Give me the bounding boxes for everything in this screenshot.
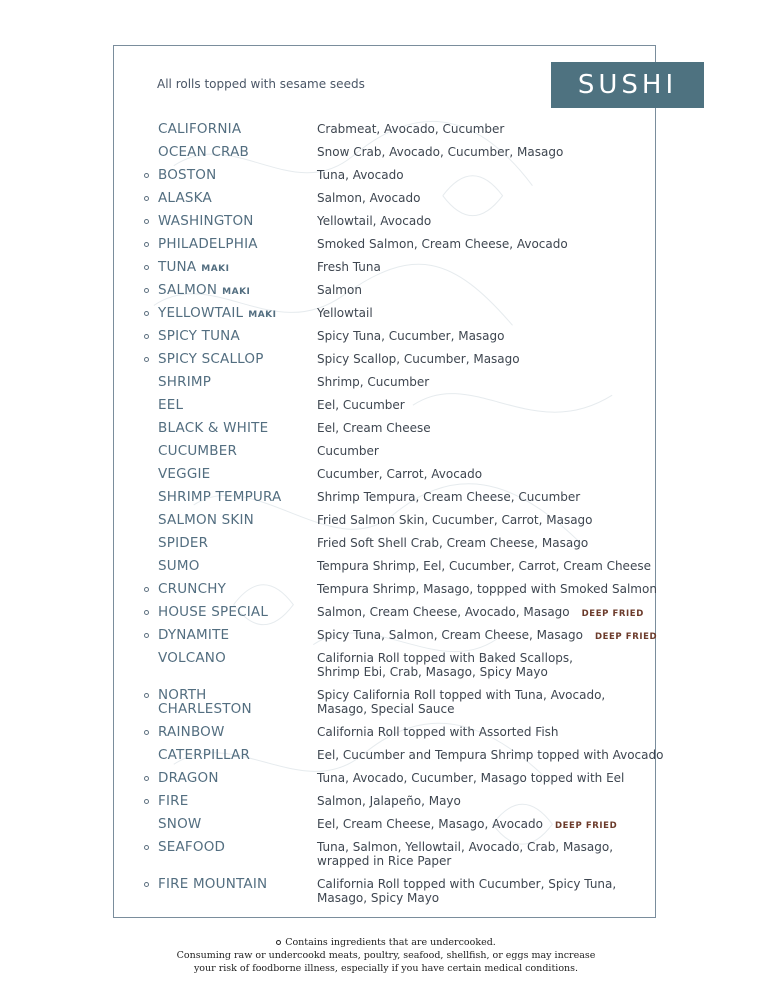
menu-item-name-text: OCEAN CRAB bbox=[158, 144, 249, 160]
menu-item-description bbox=[317, 421, 637, 435]
menu-item-description bbox=[317, 817, 637, 833]
menu-item-description bbox=[317, 398, 637, 412]
menu-item-description-text: Eel, Cream Cheese bbox=[317, 421, 431, 435]
menu-item-name bbox=[158, 306, 308, 322]
menu-item-description-line bbox=[317, 513, 637, 527]
menu-item-description-line bbox=[317, 283, 637, 297]
menu-item-name-text: FIRE MOUNTAIN bbox=[158, 876, 268, 892]
menu-item-description bbox=[317, 582, 657, 596]
menu-item-description-text: Tempura Shrimp, Eel, Cucumber, Carrot, Cream Cheese bbox=[317, 559, 651, 573]
footer-warning-line-1: Consuming raw or undercookd meats, poultry, seafood, shellfish, or eggs may increase bbox=[176, 950, 596, 961]
menu-item-name bbox=[158, 283, 308, 299]
menu-item-description bbox=[317, 490, 637, 504]
menu-item-description bbox=[317, 628, 658, 644]
menu-item-name-text: YELLOWTAIL bbox=[158, 305, 244, 321]
menu-item-description-line bbox=[317, 329, 637, 343]
menu-item-name-text: HOUSE SPECIAL bbox=[158, 604, 269, 620]
menu-item-description-text: Shrimp Tempura, Cream Cheese, Cucumber bbox=[317, 490, 581, 504]
menu-item-description-text: Tuna, Salmon, Yellowtail, Avocado, Crab, Masago, bbox=[317, 840, 614, 854]
menu-item-description bbox=[317, 688, 637, 716]
deep-fried-badge: DEEP FRIED bbox=[581, 609, 644, 619]
menu-item-name-text: RAINBOW bbox=[158, 724, 225, 740]
menu-item-description-line bbox=[317, 375, 637, 389]
menu-item-description bbox=[317, 748, 664, 762]
menu-item-description-line bbox=[317, 352, 637, 366]
menu-item-description-text: Snow Crab, Avocado, Cucumber, Masago bbox=[317, 145, 564, 159]
menu-item-name bbox=[158, 877, 308, 891]
menu-item-name bbox=[158, 375, 308, 389]
menu-item-name-text: CRUNCHY bbox=[158, 581, 227, 597]
menu-item-description bbox=[317, 237, 637, 251]
menu-item-name-text: NORTH CHARLESTON bbox=[158, 687, 252, 717]
undercooked-marker-icon bbox=[144, 633, 149, 638]
menu-item-tag: MAKI bbox=[222, 287, 251, 297]
menu-item-description bbox=[317, 840, 637, 868]
menu-item-description-line bbox=[317, 398, 637, 412]
menu-item-description-line bbox=[317, 688, 637, 702]
footer-note-text: Contains ingredients that are undercooked. bbox=[285, 937, 496, 948]
menu-item-name bbox=[158, 651, 308, 665]
menu-item-description-line bbox=[317, 536, 637, 550]
menu-item-name-text: BOSTON bbox=[158, 167, 217, 183]
menu-item-description bbox=[317, 260, 637, 274]
menu-item-description-text: Masago, Spicy Mayo bbox=[317, 891, 440, 905]
undercooked-marker-icon bbox=[144, 196, 149, 201]
menu-item-description bbox=[317, 352, 637, 366]
menu-item-description-text: Cucumber bbox=[317, 444, 379, 458]
undercooked-marker-icon bbox=[144, 776, 149, 781]
menu-item-description-text: wrapped in Rice Paper bbox=[317, 854, 452, 868]
undercooked-marker-icon bbox=[144, 845, 149, 850]
undercooked-marker-icon bbox=[276, 940, 281, 945]
menu-item-description-text: Crabmeat, Avocado, Cucumber bbox=[317, 122, 505, 136]
menu-item-description-line bbox=[317, 891, 637, 905]
menu-item-name bbox=[158, 536, 308, 550]
undercooked-marker-icon bbox=[144, 610, 149, 615]
menu-item-name-text: FIRE bbox=[158, 793, 189, 809]
menu-item-description-text: Shrimp Ebi, Crab, Masago, Spicy Mayo bbox=[317, 665, 548, 679]
menu-item-name-text: SNOW bbox=[158, 816, 202, 832]
section-title: SUSHI bbox=[577, 70, 678, 100]
menu-item-description-text: Masago, Special Sauce bbox=[317, 702, 455, 716]
menu-item-name-text: SHRIMP TEMPURA bbox=[158, 489, 282, 505]
menu-subtitle: All rolls topped with sesame seeds bbox=[157, 77, 365, 91]
menu-item-description-text: Tuna, Avocado, Cucumber, Masago topped with Eel bbox=[317, 771, 625, 785]
menu-item-description-line bbox=[317, 725, 637, 739]
menu-item-description-text: Fried Salmon Skin, Cucumber, Carrot, Masago bbox=[317, 513, 593, 527]
footer-note bbox=[0, 936, 772, 949]
menu-item-description-line bbox=[317, 490, 637, 504]
menu-item-description bbox=[317, 122, 637, 136]
menu-item-name-text: CATERPILLAR bbox=[158, 747, 251, 763]
menu-item-description-text: Eel, Cucumber and Tempura Shrimp topped with Avocado bbox=[317, 748, 664, 762]
menu-item-description-text: Yellowtail, Avocado bbox=[317, 214, 432, 228]
menu-item-description-line bbox=[317, 854, 637, 868]
menu-item-description bbox=[317, 306, 637, 320]
menu-item-description-line bbox=[317, 467, 637, 481]
menu-item-description-line bbox=[317, 877, 637, 891]
menu-item-description-text: California Roll topped with Cucumber, Spicy Tuna, bbox=[317, 877, 617, 891]
menu-item-description bbox=[317, 651, 637, 679]
undercooked-marker-icon bbox=[144, 173, 149, 178]
menu-item-description-text: Spicy California Roll topped with Tuna, Avocado, bbox=[317, 688, 606, 702]
menu-item-description bbox=[317, 283, 637, 297]
menu-item-description bbox=[317, 329, 637, 343]
menu-item-name bbox=[158, 582, 308, 596]
menu-item-description bbox=[317, 536, 637, 550]
menu-item-name bbox=[158, 421, 308, 435]
menu-item-description-line bbox=[317, 559, 651, 573]
menu-item-description-line bbox=[317, 771, 637, 785]
menu-item-name bbox=[158, 748, 308, 762]
menu-item-description bbox=[317, 877, 637, 905]
undercooked-marker-icon bbox=[144, 357, 149, 362]
menu-item-description-text: Yellowtail bbox=[317, 306, 373, 320]
menu-item-description bbox=[317, 214, 637, 228]
undercooked-marker-icon bbox=[144, 219, 149, 224]
menu-item-description-text: Tempura Shrimp, Masago, toppped with Smoked Salmon bbox=[317, 582, 657, 596]
menu-item-description-line bbox=[317, 702, 637, 716]
menu-item-name bbox=[158, 444, 308, 458]
undercooked-marker-icon bbox=[144, 265, 149, 270]
menu-item-name-text: SPICY TUNA bbox=[158, 328, 240, 344]
menu-item-name bbox=[158, 688, 268, 716]
menu-item-description-text: Spicy Tuna, Salmon, Cream Cheese, Masago bbox=[317, 628, 583, 642]
undercooked-marker-icon bbox=[144, 882, 149, 887]
menu-item-description-text: Smoked Salmon, Cream Cheese, Avocado bbox=[317, 237, 568, 251]
menu-item-description-line bbox=[317, 214, 637, 228]
undercooked-marker-icon bbox=[144, 288, 149, 293]
menu-item-description bbox=[317, 145, 637, 159]
menu-item-description-line bbox=[317, 122, 637, 136]
undercooked-marker-icon bbox=[144, 311, 149, 316]
menu-item-description-text: Fresh Tuna bbox=[317, 260, 381, 274]
menu-item-name bbox=[158, 605, 308, 619]
menu-item-name-text: SPIDER bbox=[158, 535, 209, 551]
menu-item-name bbox=[158, 329, 308, 343]
menu-item-description-text: Salmon, Avocado bbox=[317, 191, 421, 205]
menu-item-description-line bbox=[317, 306, 637, 320]
menu-item-description-line bbox=[317, 145, 637, 159]
menu-item-description bbox=[317, 467, 637, 481]
menu-item-description-line bbox=[317, 237, 637, 251]
menu-item-tag: MAKI bbox=[201, 264, 230, 274]
menu-item-description bbox=[317, 771, 637, 785]
menu-item-description-text: Salmon, Jalapeño, Mayo bbox=[317, 794, 461, 808]
menu-item-name-text: BLACK & WHITE bbox=[158, 420, 269, 436]
menu-item-description-text: Eel, Cream Cheese, Masago, Avocado bbox=[317, 817, 543, 831]
menu-item-description-text: Cucumber, Carrot, Avocado bbox=[317, 467, 483, 481]
menu-item-name bbox=[158, 214, 308, 228]
menu-item-name-text: SUMO bbox=[158, 558, 200, 574]
menu-item-name bbox=[158, 794, 308, 808]
menu-item-name-text: TUNA bbox=[158, 259, 197, 275]
menu-item-name-text: EEL bbox=[158, 397, 184, 413]
menu-item-description bbox=[317, 794, 637, 808]
menu-item-name-text: DRAGON bbox=[158, 770, 219, 786]
menu-item-name bbox=[158, 559, 308, 573]
menu-item-description bbox=[317, 444, 637, 458]
menu-item-name bbox=[158, 817, 308, 831]
menu-item-name bbox=[158, 628, 308, 642]
menu-item-name-text: DYNAMITE bbox=[158, 627, 230, 643]
menu-item-name bbox=[158, 191, 308, 205]
menu-item-description-text: Salmon bbox=[317, 283, 362, 297]
menu-item-description-line bbox=[317, 651, 637, 665]
deep-fried-badge: DEEP FRIED bbox=[555, 821, 618, 831]
menu-item-name bbox=[158, 145, 308, 159]
menu-item-name-text: PHILADELPHIA bbox=[158, 236, 258, 252]
menu-item-description-line bbox=[317, 582, 657, 596]
menu-item-description-text: California Roll topped with Assorted Fish bbox=[317, 725, 559, 739]
menu-item-description-text: Salmon, Cream Cheese, Avocado, Masago bbox=[317, 605, 570, 619]
menu-item-name-text: VEGGIE bbox=[158, 466, 211, 482]
menu-item-name-text: SHRIMP bbox=[158, 374, 212, 390]
menu-item-description-text: Fried Soft Shell Crab, Cream Cheese, Masago bbox=[317, 536, 589, 550]
menu-item-description-text: Tuna, Avocado bbox=[317, 168, 404, 182]
undercooked-marker-icon bbox=[144, 334, 149, 339]
menu-item-description-line bbox=[317, 168, 637, 182]
menu-item-description bbox=[317, 725, 637, 739]
menu-item-description-line bbox=[317, 444, 637, 458]
menu-item-description-line bbox=[317, 191, 637, 205]
menu-item-name bbox=[158, 467, 308, 481]
menu-item-name-text: VOLCANO bbox=[158, 650, 226, 666]
menu-item-name-text: SALMON SKIN bbox=[158, 512, 254, 528]
menu-item-description-line bbox=[317, 628, 658, 644]
menu-item-description-line bbox=[317, 605, 644, 621]
menu-item-description bbox=[317, 191, 637, 205]
menu-item-description bbox=[317, 168, 637, 182]
menu-item-name-text: CUCUMBER bbox=[158, 443, 238, 459]
undercooked-marker-icon bbox=[144, 587, 149, 592]
menu-item-name bbox=[158, 840, 308, 854]
menu-item-name bbox=[158, 122, 308, 136]
menu-item-name-text: WASHINGTON bbox=[158, 213, 254, 229]
menu-item-description-line bbox=[317, 817, 637, 833]
undercooked-marker-icon bbox=[144, 730, 149, 735]
menu-item-description-text: California Roll topped with Baked Scallops, bbox=[317, 651, 573, 665]
menu-item-description-line bbox=[317, 665, 637, 679]
menu-item-name bbox=[158, 490, 308, 504]
menu-item-description-line bbox=[317, 840, 637, 854]
menu-item-name bbox=[158, 398, 308, 412]
menu-item-description bbox=[317, 513, 637, 527]
menu-item-description-text: Shrimp, Cucumber bbox=[317, 375, 430, 389]
menu-item-name bbox=[158, 513, 308, 527]
menu-item-name-text: ALASKA bbox=[158, 190, 212, 206]
menu-item-description-line bbox=[317, 748, 664, 762]
menu-item-description bbox=[317, 605, 644, 621]
menu-item-description-line bbox=[317, 260, 637, 274]
menu-item-name bbox=[158, 237, 308, 251]
menu-item-name-text: CALIFORNIA bbox=[158, 121, 242, 137]
menu-item-name-text: SPICY SCALLOP bbox=[158, 351, 264, 367]
menu-item-description-line bbox=[317, 794, 637, 808]
menu-item-name bbox=[158, 771, 308, 785]
menu-item-name bbox=[158, 725, 308, 739]
menu-item-description bbox=[317, 375, 637, 389]
menu-item-name-text: SALMON bbox=[158, 282, 218, 298]
menu-item-description-line bbox=[317, 421, 637, 435]
menu-item-name bbox=[158, 260, 308, 276]
undercooked-marker-icon bbox=[144, 242, 149, 247]
menu-item-name-text: SEAFOOD bbox=[158, 839, 226, 855]
undercooked-marker-icon bbox=[144, 693, 149, 698]
section-title-box bbox=[551, 62, 704, 108]
deep-fried-badge: DEEP FRIED bbox=[594, 632, 658, 642]
footer-warning-line-2: your risk of foodborne illness, especially if you have certain medical conditions. bbox=[193, 963, 579, 974]
menu-item-name bbox=[158, 168, 308, 182]
menu-item-description-text: Spicy Tuna, Cucumber, Masago bbox=[317, 329, 505, 343]
menu-item-name bbox=[158, 352, 308, 366]
menu-item-description-text: Spicy Scallop, Cucumber, Masago bbox=[317, 352, 520, 366]
menu-item-description-text: Eel, Cucumber bbox=[317, 398, 405, 412]
menu-item-tag: MAKI bbox=[248, 310, 277, 320]
undercooked-marker-icon bbox=[144, 799, 149, 804]
menu-item-description bbox=[317, 559, 651, 573]
